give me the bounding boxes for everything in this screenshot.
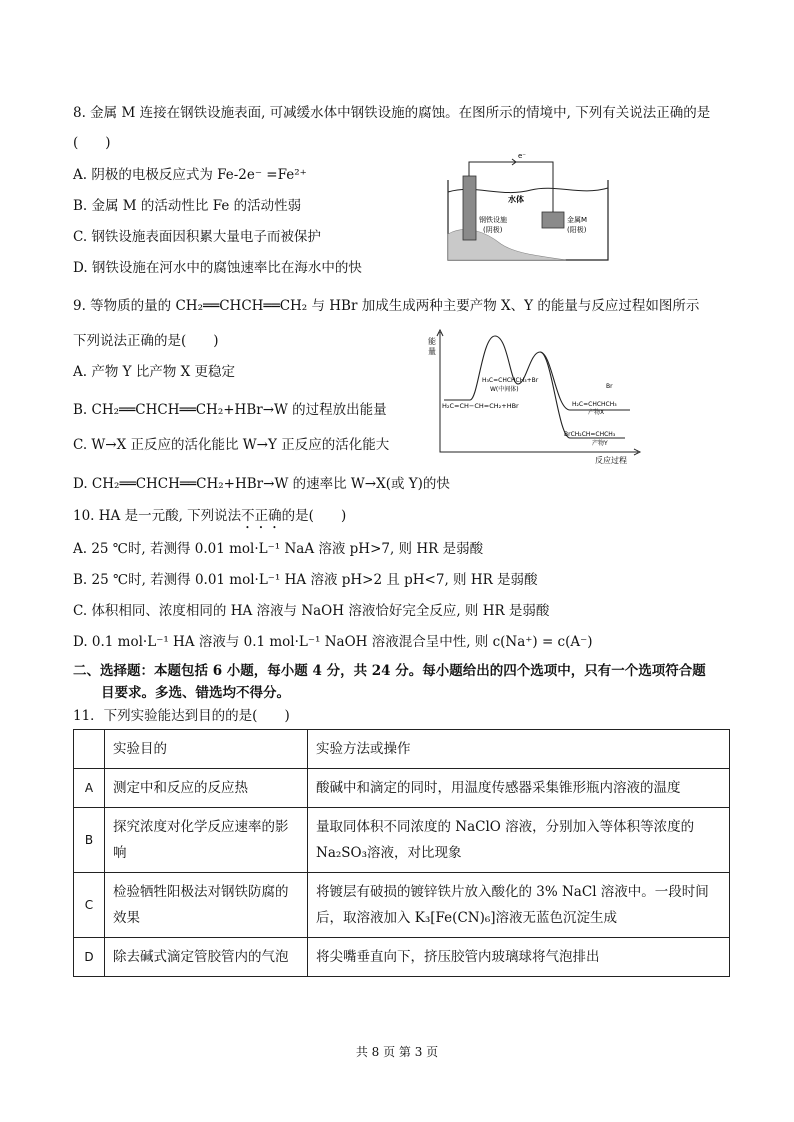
section-heading-line-1: 二、选择题：本题包括 6 小题，每小题 4 分，共 24 分。每小题给出的四个选项中，只有一个选项符合题 (73, 663, 706, 679)
q8-option-b: B. 金属 M 的活动性比 Fe 的活动性弱 (73, 198, 302, 214)
metal-label-2: (阳极) (567, 226, 587, 234)
q10-option-c: C. 体积相同、浓度相同的 HA 溶液与 NaOH 溶液恰好完全反应, 则 HR 是弱酸 (73, 603, 550, 619)
q9-stem: 9. 等物质的量的 CH₂══CHCH══CH₂ 与 HBr 加成生成两种主要产物 X、Y 的能量与反应过程如图所示 (73, 298, 700, 314)
product-x-br: Br (606, 383, 613, 390)
q8-paren: ( ) (73, 135, 111, 151)
q8-stem: 8. 金属 M 连接在钢铁设施表面, 可减缓水体中钢铁设施的腐蚀。在图所示的情境中, 下列有关说法正确的是 (73, 105, 711, 121)
table-header-row (74, 730, 730, 769)
process-axis-label: 反应过程 (595, 456, 627, 465)
row-goal: 测定中和反应的反应热 (105, 769, 308, 808)
q9-option-d: D. CH₂══CHCH══CH₂+HBr→W 的速率比 W→X(或 Y)的快 (73, 476, 450, 492)
row-key: D (74, 938, 105, 977)
product-y-label-2: 产物Y (592, 440, 608, 447)
section-heading-line-2: 目要求。多选、错选均不得分。 (101, 685, 290, 701)
row-method: 酸碱中和滴定的同时，用温度传感器采集锥形瓶内溶液的温度 (308, 769, 730, 808)
table-row (74, 769, 730, 808)
row-goal: 检验牺牲阳极法对钢铁防腐的效果 (105, 873, 308, 938)
row-method: 量取同体积不同浓度的 NaClO 溶液，分别加入等体积等浓度的 Na₂SO₃溶液，对比现象 (308, 808, 730, 873)
intermediate-label-1: H₃C=CHCHCH₃+Br (482, 377, 539, 384)
product-x-label-2: 产物X (588, 409, 605, 416)
q10-option-d: D. 0.1 mol·L⁻¹ HA 溶液与 0.1 mol·L⁻¹ NaOH 溶液混合呈中性, 则 c(Na⁺) = c(A⁻) (73, 634, 593, 650)
table-header-goal: 实验目的 (105, 730, 308, 769)
row-method: 将镀层有破损的镀锌铁片放入酸化的 3% NaCl 溶液中。一段时间后，取溶液加入 K₃[Fe(CN)₆]溶液无蓝色沉淀生成 (308, 873, 730, 938)
q9-energy-diagram (420, 326, 645, 466)
intermediate-label-2: W(中间体) (490, 386, 519, 393)
q10-stem (73, 507, 346, 532)
q9-option-c: C. W→X 正反应的活化能比 W→Y 正反应的活化能大 (73, 437, 390, 453)
energy-axis-label-2: 量 (428, 347, 436, 356)
q8-option-a: A. 阴极的电极反应式为 Fe-2e⁻ =Fe²⁺ (73, 167, 307, 183)
water-label: 水体 (508, 195, 524, 204)
row-goal: 探究浓度对化学反应速率的影响 (105, 808, 308, 873)
table-header-key (74, 730, 105, 769)
table-header-method: 实验方法或操作 (308, 730, 730, 769)
steel-label-1: 钢铁设施 (479, 216, 507, 224)
q8-option-d: D. 钢铁设施在河水中的腐蚀速率比在海水中的快 (73, 260, 362, 276)
q9-sub: 下列说法正确的是( ) (73, 333, 219, 349)
steel-label-2: (阴极) (483, 226, 503, 234)
q10-option-b: B. 25 ℃时, 若测得 0.01 mol·L⁻¹ HA 溶液 pH>2 且 pH<7, 则 HR 是弱酸 (73, 572, 538, 588)
q8-option-c: C. 钢铁设施表面因积累大量电子而被保护 (73, 229, 321, 245)
q10-option-a: A. 25 ℃时, 若测得 0.01 mol·L⁻¹ NaA 溶液 pH>7, 则 HR 是弱酸 (73, 541, 484, 557)
metal-label-1: 金属M (567, 216, 588, 224)
q9-option-a: A. 产物 Y 比产物 X 更稳定 (73, 364, 236, 380)
row-method: 将尖嘴垂直向下，挤压胶管内玻璃球将气泡排出 (308, 938, 730, 977)
table-row (74, 938, 730, 977)
electron-label: e⁻ (518, 152, 527, 160)
product-x-label-1: H₂C=CHCHCH₃ (572, 401, 617, 408)
experiment-table (73, 729, 730, 977)
q9-option-b: B. CH₂══CHCH══CH₂+HBr→W 的过程放出能量 (73, 402, 387, 418)
table-row (74, 808, 730, 873)
energy-axis-label-1: 能 (428, 337, 436, 346)
reactant-label: H₂C=CH−CH=CH₂+HBr (442, 402, 519, 410)
row-key: C (74, 873, 105, 938)
row-goal: 除去碱式滴定管胶管内的气泡 (105, 938, 308, 977)
q8-corrosion-diagram (446, 152, 611, 262)
q10-stem-emphasis: 不正确 (241, 508, 282, 524)
product-y-label-1: BrCH₂CH=CHCH₃ (564, 431, 616, 438)
row-key: B (74, 808, 105, 873)
q10-stem-pre: 10. HA 是一元酸, 下列说法 (73, 508, 242, 524)
q11-stem: 11．下列实验能达到目的的是( ) (73, 708, 290, 724)
row-key: A (74, 769, 105, 808)
table-row (74, 873, 730, 938)
page-footer: 共 8 页 第 3 页 (355, 1045, 439, 1059)
q10-stem-post: 的是( ) (281, 508, 347, 524)
